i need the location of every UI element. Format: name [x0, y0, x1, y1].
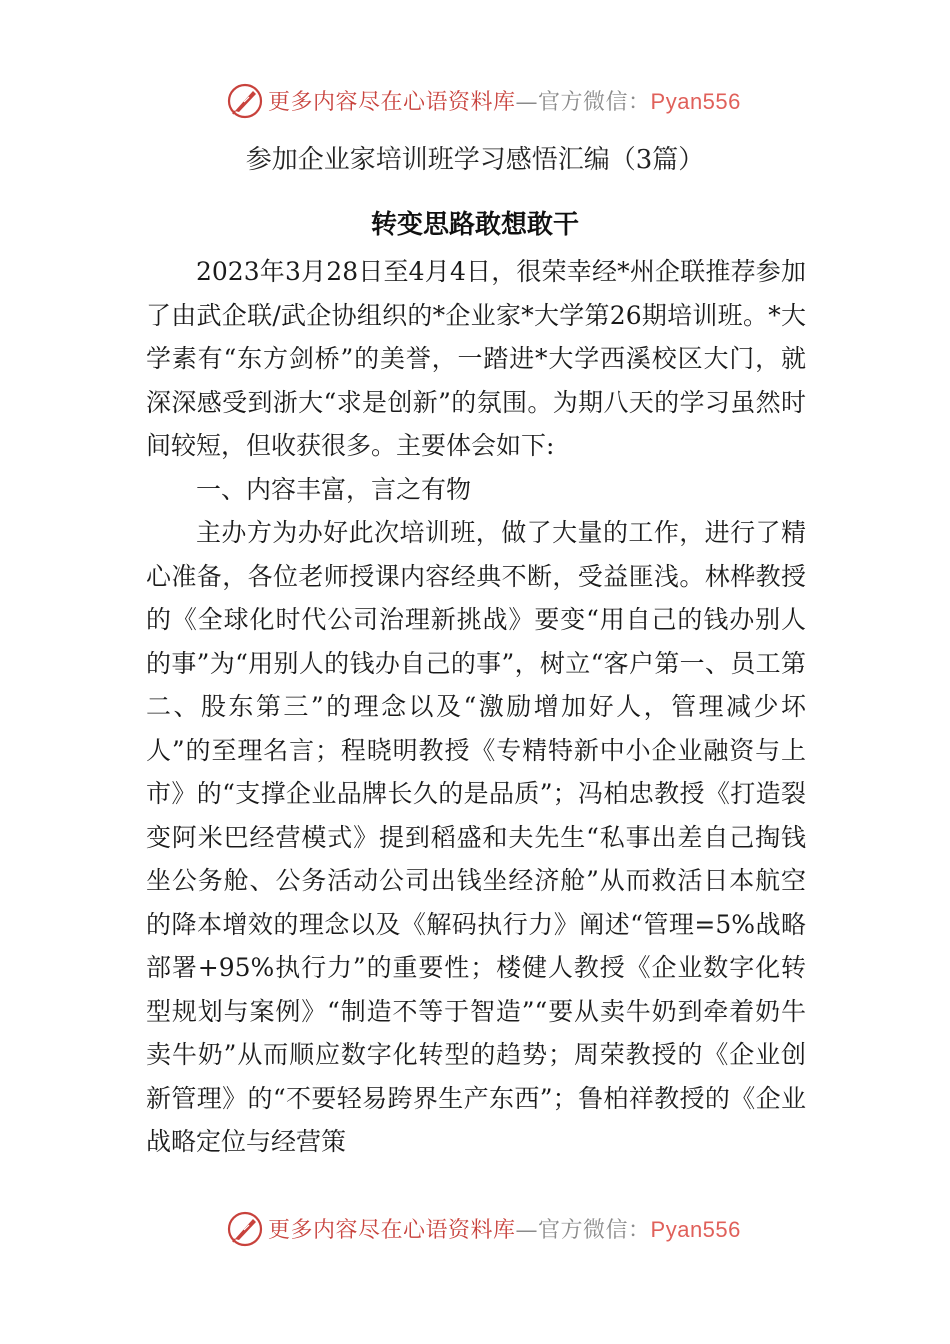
paragraph-content: 主办方为办好此次培训班，做了大量的工作，进行了精心准备，各位老师授课内容经典不断，受益匪浅。林桦教授的《全球化时代公司治理新挑战》要变“用自己的钱办别人的事”为“用别人的钱办自己的事”，树立“客户第一、员工第二、股东第三”的理念以及“激励增加好人，管理减少坏人”的至理名言；程晓明教授《专精特新中小企业融资与上市》的“支撑企业品牌长久的是品质”；冯柏忠教授《打造裂变阿米巴经营模式》提到稻盛和夫先生“私事出差自己掏钱坐公务舱、公务活动公司出钱坐经济舱”从而救活日本航空的降本增效的理念以及《解码执行力》阐述“管理=5%战略部署+95%执行力”的重要性；楼健人教授《企业数字化转型规划与案例》“制造不等于智造”“要从卖牛奶到牵着奶牛卖牛奶”从而顺应数字化转型的趋势；周荣教授的《企业创新管理》的“不要轻易跨界生产东西”；鲁柏祥教授的《企业战略定位与经营策 [146, 518, 806, 1156]
watermark-label: 官方微信： [538, 90, 651, 115]
watermark-text [268, 88, 741, 117]
watermark-separator: — [515, 1218, 539, 1243]
watermark-label: 官方微信： [538, 1218, 651, 1243]
watermark-banner-bottom [0, 1208, 950, 1252]
watermark-site-name: 更多内容尽在心语资料库 [268, 1218, 516, 1243]
watermark-separator: — [515, 90, 539, 115]
quill-logo-icon [226, 1210, 264, 1248]
section-heading: 一、内容丰富，言之有物 [196, 474, 472, 504]
essay-body [146, 250, 806, 1164]
paragraph-intro: 2023年3月28日至4月4日，很荣幸经*州企联推荐参加了由武企联/武企协组织的*企业家*大学第26期培训班。*大学素有“东方剑桥”的美誉，一踏进*大学西溪校区大门，就深深感受到浙大“求是创新”的氛围。为期八天的学习虽然时间较短，但收获很多。主要体会如下: [146, 257, 806, 460]
watermark-banner-top [0, 80, 950, 124]
watermark-text [268, 1216, 741, 1245]
watermark-site-name: 更多内容尽在心语资料库 [268, 90, 516, 115]
document-title: 参加企业家培训班学习感悟汇编（3篇） [245, 145, 705, 175]
essay-title: 转变思路敢想敢干 [370, 210, 579, 240]
watermark-wechat-id: Pyan556 [650, 89, 741, 114]
watermark-wechat-id: Pyan556 [650, 1217, 741, 1242]
quill-logo-icon [226, 82, 264, 120]
